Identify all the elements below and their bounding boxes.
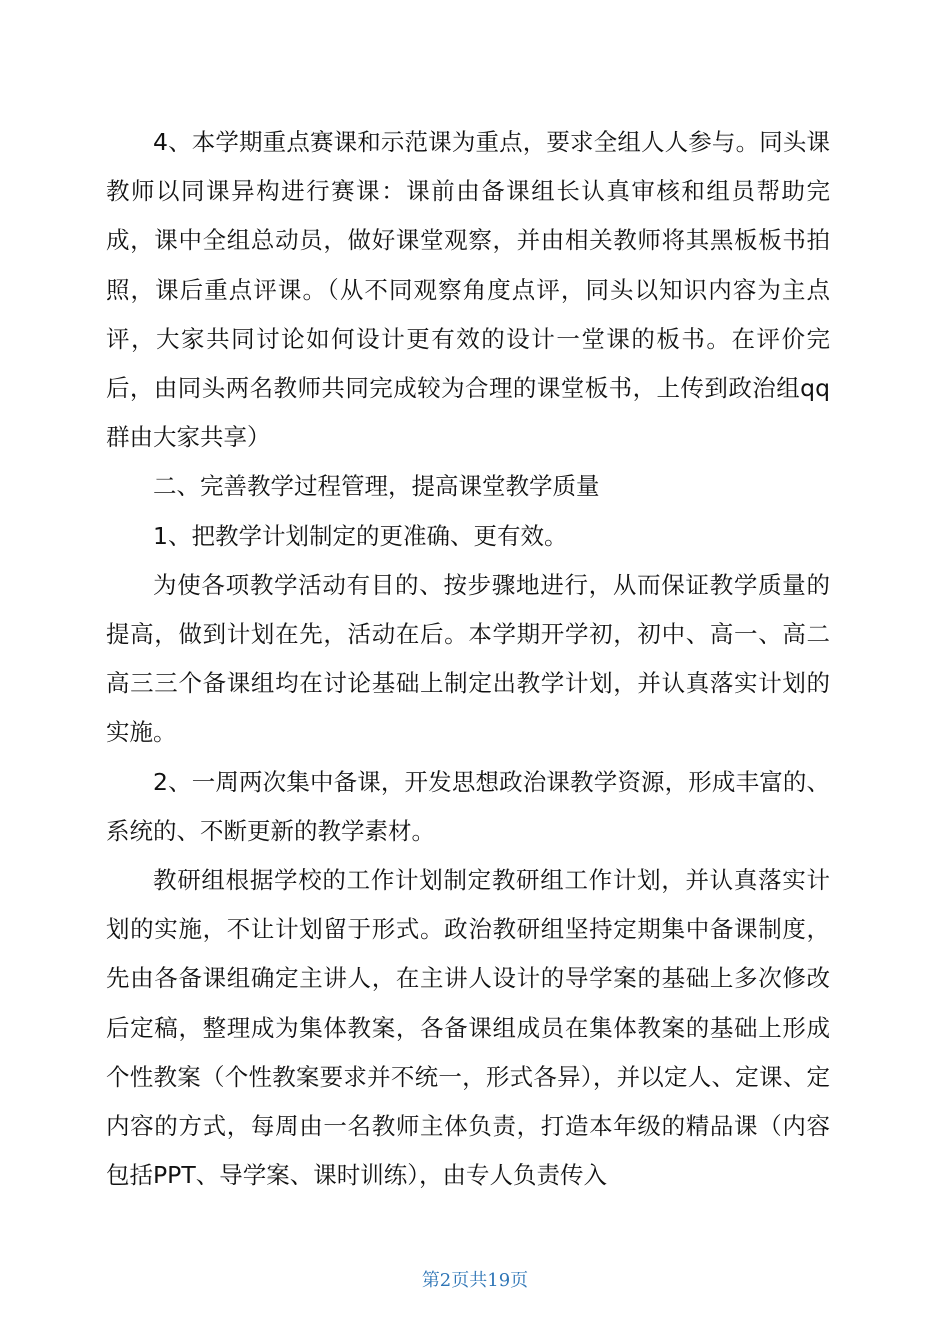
document-body — [106, 118, 830, 1200]
paragraph-item-4-board-writing: 4、本学期重点赛课和示范课为重点，要求全组人人参与。同头课教师以同课异构进行赛课：课前由备课组长认真审核和组员帮助完成，课中全组总动员，做好课堂观察，并由相关教师将其黑板板书拍照，课后重点评课。（从不同观察角度点评，同头以知识内容为主点评，大家共同讨论如何设计更有效的设计一堂课的板书。在评价完后，由同头两名教师共同完成较为合理的课堂板书，上传到政治组qq群由大家共享） — [106, 128, 830, 452]
paragraph-item-2-collective-prep: 2、一周两次集中备课，开发思想政治课教学资源，形成丰富的、系统的、不断更新的教学素材。 — [106, 767, 830, 845]
page-number-footer: 第2页共19页 — [421, 1270, 529, 1291]
section-heading-2: 二、完善教学过程管理，提高课堂教学质量 — [153, 472, 600, 501]
paragraph-teaching-plan-detail: 为使各项教学活动有目的、按步骤地进行，从而保证教学质量的提高，做到计划在先，活动在后。本学期开学初，初中、高一、高二高三三个备课组均在讨论基础上制定出教学计划，并认真落实计划的实施。 — [106, 570, 830, 747]
paragraph-item-1-teaching-plan: 1、把教学计划制定的更准确、更有效。 — [153, 521, 568, 550]
paragraph-research-group-plan: 教研组根据学校的工作计划制定教研组工作计划，并认真落实计划的实施，不让计划留于形式。政治教研组坚持定期集中备课制度，先由各备课组确定主讲人，在主讲人设计的导学案的基础上多次修改后定稿，整理成为集体教案，各备课组成员在集体教案的基础上形成个性教案（个性教案要求并不统一，形式各异），并以定人、定课、定内容的方式，每周由一名教师主体负责，打造本年级的精品课（内容包括PPT、导学案、课时训练），由专人负责传入 — [106, 866, 830, 1190]
